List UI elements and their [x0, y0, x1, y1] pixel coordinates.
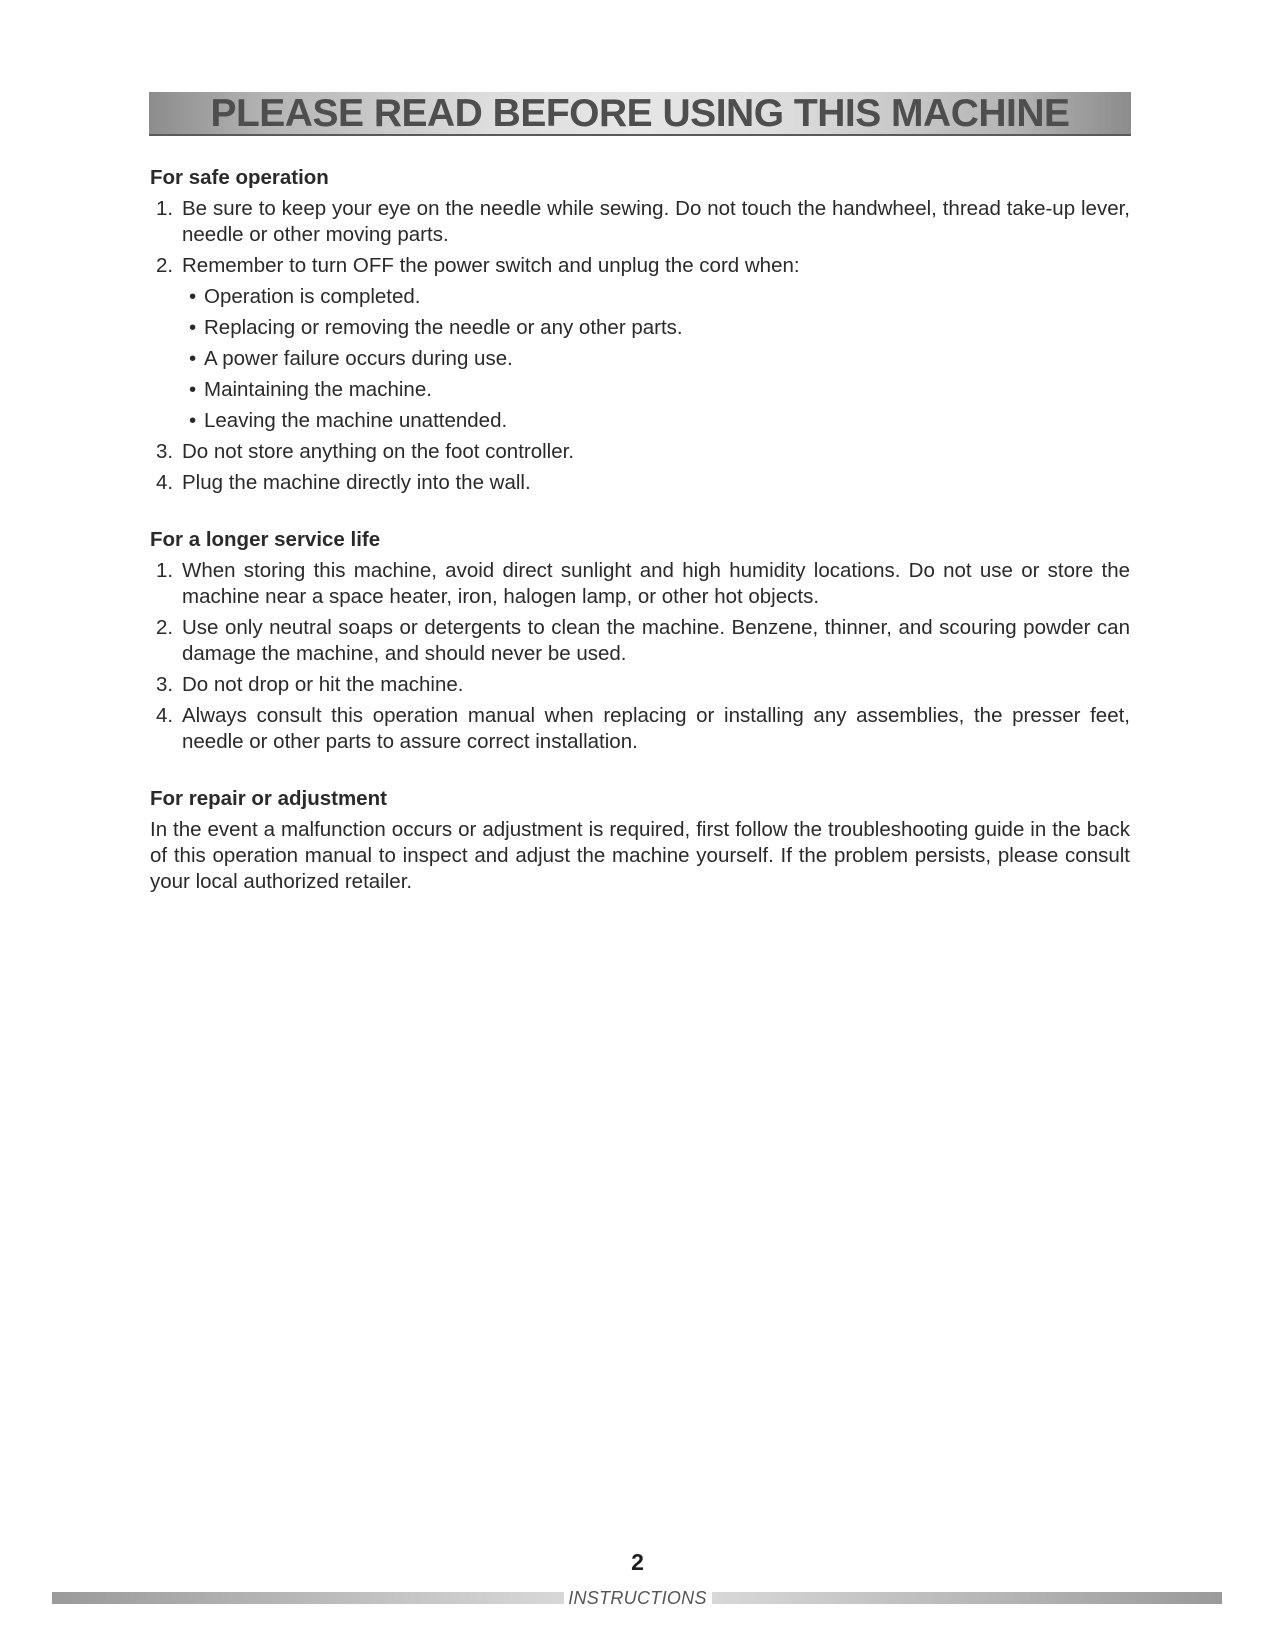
document-body	[150, 165, 1130, 926]
bullet-icon: •	[189, 378, 197, 401]
bullet-text: A power failure occurs during use.	[204, 347, 513, 370]
item-number: 2.	[156, 616, 174, 639]
item-text: Remember to turn OFF the power switch and unplug the cord when:	[182, 254, 800, 277]
bullet-icon: •	[189, 285, 197, 308]
bullet-text: Operation is completed.	[204, 285, 421, 308]
list-item	[150, 672, 1130, 698]
bullet-list	[182, 284, 1130, 434]
page-title: PLEASE READ BEFORE USING THIS MACHINE	[210, 92, 1070, 135]
item-text: Be sure to keep your eye on the needle while sewing. Do not touch the handwheel, thread take-up lever, needle or other moving parts.	[182, 197, 1130, 246]
section-safe-operation	[150, 165, 1130, 496]
item-text: Always consult this operation manual when replacing or installing any assemblies, the presser feet, needle or other parts to assure correct installation.	[182, 704, 1130, 753]
page-number: 2	[631, 1549, 644, 1575]
title-banner	[149, 92, 1131, 136]
bullet-text: Maintaining the machine.	[204, 378, 432, 401]
item-number: 1.	[156, 197, 174, 220]
section-repair-adjustment	[150, 786, 1130, 895]
bullet-item	[182, 346, 1130, 372]
item-text: When storing this machine, avoid direct sunlight and high humidity locations. Do not use or store the machine near a space heater, iron, halogen lamp, or other hot objects.	[182, 559, 1130, 608]
bullet-icon: •	[189, 347, 197, 370]
numbered-list	[150, 558, 1130, 755]
item-number: 4.	[156, 471, 174, 494]
item-text: Do not store anything on the foot controller.	[182, 440, 575, 463]
numbered-list	[150, 196, 1130, 496]
bullet-item	[182, 315, 1130, 341]
item-number: 1.	[156, 559, 174, 582]
list-item	[150, 439, 1130, 465]
bullet-text: Leaving the machine unattended.	[204, 409, 508, 432]
item-number: 3.	[156, 440, 174, 463]
list-item	[150, 615, 1130, 667]
repair-paragraph: In the event a malfunction occurs or adjustment is required, first follow the troubleshooting guide in the back of this operation manual to inspect and adjust the machine yourself. If the problem persists, please consult your local authorized retailer.	[150, 818, 1130, 893]
bullet-item	[182, 284, 1130, 310]
bullet-icon: •	[189, 409, 197, 432]
section-heading: For a longer service life	[150, 528, 381, 551]
item-number: 2.	[156, 254, 174, 277]
section-heading: For safe operation	[150, 166, 329, 189]
footer-label: INSTRUCTIONS	[568, 1588, 707, 1608]
bullet-text: Replacing or removing the needle or any other parts.	[204, 316, 683, 339]
bullet-item	[182, 377, 1130, 403]
section-longer-service-life	[150, 527, 1130, 755]
list-item	[150, 558, 1130, 610]
item-number: 4.	[156, 704, 174, 727]
item-text: Plug the machine directly into the wall.	[182, 471, 531, 494]
list-item	[150, 470, 1130, 496]
list-item	[150, 253, 1130, 434]
list-item	[150, 196, 1130, 248]
item-number: 3.	[156, 673, 174, 696]
section-heading: For repair or adjustment	[150, 787, 387, 810]
item-text: Do not drop or hit the machine.	[182, 673, 464, 696]
item-text: Use only neutral soaps or detergents to clean the machine. Benzene, thinner, and scouring powder can damage the machine, and should never be used.	[182, 616, 1130, 665]
bullet-icon: •	[189, 316, 197, 339]
list-item	[150, 703, 1130, 755]
bullet-item	[182, 408, 1130, 434]
